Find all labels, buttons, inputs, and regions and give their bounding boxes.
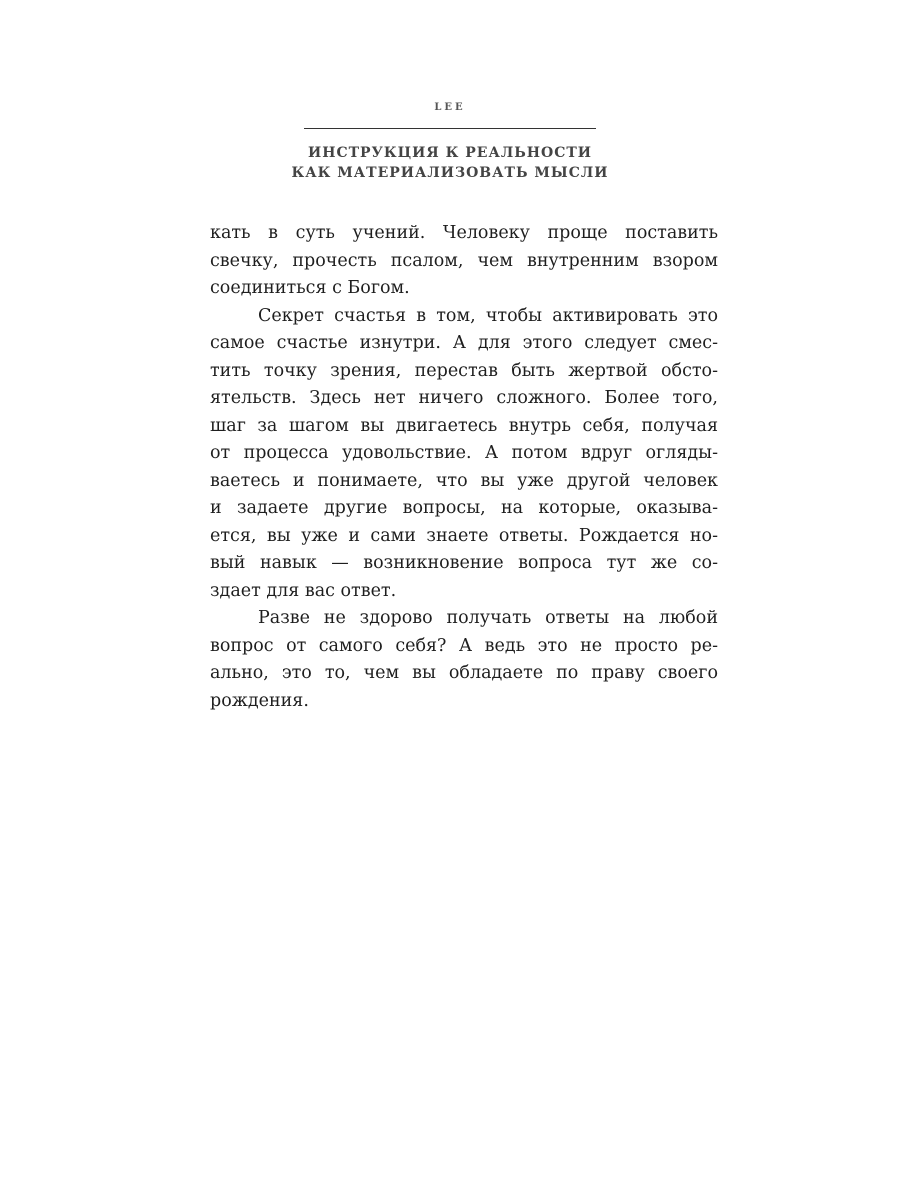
paragraph: [210, 605, 718, 715]
text-line: тить точку зрения, перестав быть жертвой обсто-: [210, 360, 718, 381]
header-rule: [304, 128, 596, 129]
body-text: [210, 220, 718, 715]
text-line: ется, вы уже и сами знаете ответы. Рождается но-: [210, 525, 718, 546]
text-line: свечку, прочесть псалом, чем внутренним взором: [210, 250, 718, 271]
author-name: LEE: [434, 102, 466, 113]
book-title-line-1: ИНСТРУКЦИЯ К РЕАЛЬНОСТИ: [308, 145, 592, 161]
paragraph: [210, 220, 718, 303]
text-line: вопрос от самого себя? А ведь это не просто ре-: [210, 635, 718, 656]
book-title-line-2: КАК МАТЕРИАЛИЗОВАТЬ МЫСЛИ: [291, 165, 609, 181]
paragraph: [210, 303, 718, 606]
text-line: ально, это то, чем вы обладаете по праву своего: [210, 663, 718, 683]
text-line: ятельств. Здесь нет ничего сложного. Более того,: [210, 388, 718, 408]
book-title: [0, 143, 900, 183]
text-line: здает для вас ответ.: [210, 580, 397, 601]
text-line: Секрет счастья в том, чтобы активировать это: [258, 305, 718, 326]
text-line: от процесса удовольствие. А потом вдруг огляды-: [210, 443, 718, 463]
text-line: ваетесь и понимаете, что вы уже другой человек: [210, 470, 718, 491]
text-line: самое счастье изнутри. А для этого следует смес-: [210, 333, 718, 353]
text-line: шаг за шагом вы двигаетесь внутрь себя, получая: [210, 415, 718, 436]
text-line: кать в суть учений. Человеку проще поставить: [210, 223, 718, 243]
text-line: соединиться с Богом.: [210, 278, 410, 298]
running-head: [0, 100, 900, 183]
text-line: вый навык — возникновение вопроса тут же со-: [210, 553, 718, 573]
text-line: Разве не здорово получать ответы на любой: [258, 608, 718, 628]
text-line: рождения.: [210, 690, 309, 711]
text-line: и задаете другие вопросы, на которые, оказыва-: [210, 498, 718, 518]
